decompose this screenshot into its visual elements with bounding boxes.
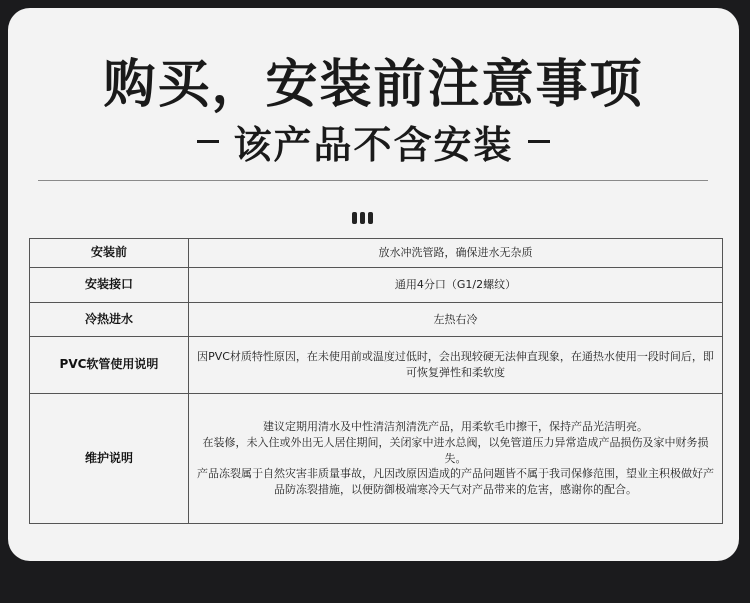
row-value: 建议定期用清水及中性清洁剂清洗产品，用柔软毛巾擦干，保持产品光洁明亮。 在装修，未入住或外出无人居住期间，关闭家中进水总阀，以免管道压力异常造成产品损伤及家中财务损失。 产品冻裂属于自然灾害非质量事故，凡因改原因造成的产品问题皆不属于我司保修范围，望业主积极做好产品防冻裂措施，以便防御极端寒冷天气对产品带来的危害，感谢你的配合。 [189, 394, 723, 524]
table-row [30, 303, 723, 337]
table-row [30, 239, 723, 268]
row-key: 冷热进水 [30, 303, 189, 337]
divider-line [38, 180, 708, 181]
row-value: 因PVC材质特性原因，在未使用前或温度过低时，会出现较硬无法伸直现象，在通热水使用一段时间后，即可恢复弹性和柔软度 [189, 337, 723, 394]
row-key: 安装接口 [30, 268, 189, 303]
row-key: PVC软管使用说明 [30, 337, 189, 394]
row-value: 通用4分口（G1/2螺纹） [189, 268, 723, 303]
row-key: 维护说明 [30, 394, 189, 524]
left-dash [197, 140, 219, 143]
page-subtitle: 该产品不含安装 [233, 122, 514, 167]
table-row [30, 394, 723, 524]
row-value: 左热右冷 [189, 303, 723, 337]
dot [352, 212, 357, 224]
table-row [30, 337, 723, 394]
dot [368, 212, 373, 224]
right-dash [528, 140, 550, 143]
row-key: 安装前 [30, 239, 189, 268]
dot [360, 212, 365, 224]
dots-decoration [352, 212, 373, 224]
page-title: 购买，安装前注意事项 [103, 55, 644, 115]
table-row [30, 268, 723, 303]
row-value: 放水冲洗管路，确保进水无杂质 [189, 239, 723, 268]
notice-table [29, 238, 723, 524]
subtitle-row [8, 116, 739, 166]
notice-card [8, 8, 739, 561]
